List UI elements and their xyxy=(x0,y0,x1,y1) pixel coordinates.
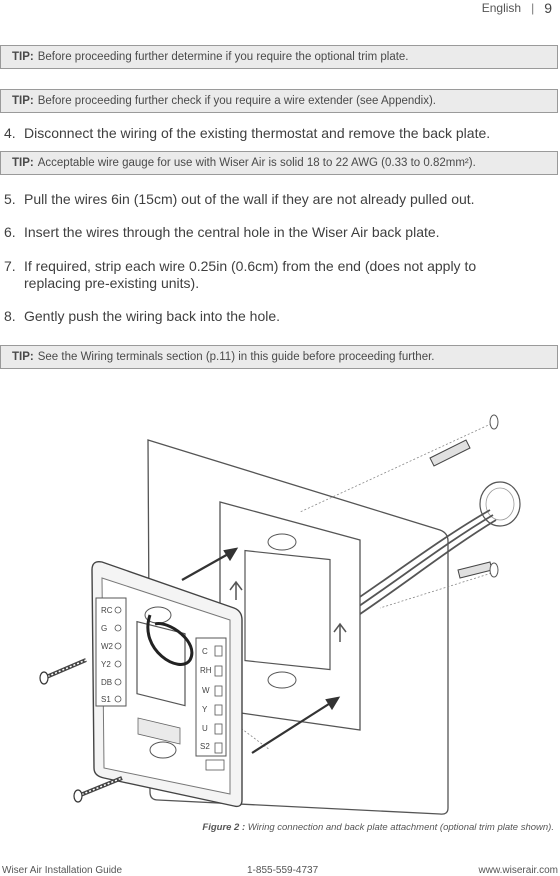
footer-guide-title: Wiser Air Installation Guide xyxy=(2,865,123,876)
step-number: 5. xyxy=(4,191,16,207)
terminal-label: U xyxy=(202,724,208,733)
terminal-label: DB xyxy=(101,678,113,687)
figure-caption xyxy=(202,822,554,833)
step-text: Gently push the wiring back into the hole. xyxy=(24,308,281,324)
language-label: English xyxy=(481,1,522,15)
step-text: Pull the wires 6in (15cm) out of the wall if they are not already pulled out. xyxy=(24,191,475,207)
tip-box-wire-gauge xyxy=(0,151,558,175)
footer-phone: 1-855-559-4737 xyxy=(247,865,319,876)
tip-label: TIP: xyxy=(12,157,34,169)
terminal-label: RH xyxy=(200,666,212,675)
terminal-label: Y xyxy=(202,705,208,714)
step-7 xyxy=(4,258,524,292)
step-number: 6. xyxy=(4,224,16,240)
step-text: Disconnect the wiring of the existing thermostat and remove the back plate. xyxy=(24,125,491,141)
tip-label: TIP: xyxy=(12,95,34,107)
terminal-label: S1 xyxy=(101,695,111,704)
tip-box-trim-plate xyxy=(0,45,558,69)
figure-caption-text: Wiring connection and back plate attachment (optional trim plate shown). xyxy=(247,822,554,833)
tip-box-wire-extender xyxy=(0,89,558,113)
terminal-label: S2 xyxy=(200,742,210,751)
step-text: If required, strip each wire 0.25in (0.6cm) from the end (does not apply to replacing pre-existing units). xyxy=(24,258,477,291)
page-header xyxy=(482,0,552,16)
step-number: 7. xyxy=(4,258,16,274)
terminal-label: C xyxy=(202,647,208,656)
terminal-label: W xyxy=(202,686,210,695)
wiring-backplate-illustration xyxy=(30,410,530,815)
step-5 xyxy=(4,191,524,208)
footer-website: www.wiserair.com xyxy=(478,865,558,876)
terminal-label: RC xyxy=(101,606,113,615)
terminal-strip-right xyxy=(196,638,226,770)
tip-label: TIP: xyxy=(12,351,34,363)
step-6 xyxy=(4,224,524,241)
tip-text: See the Wiring terminals section (p.11) in this guide before proceeding further. xyxy=(37,351,435,363)
tip-text: Before proceeding further check if you require a wire extender (see Appendix). xyxy=(37,95,436,107)
tip-text: Acceptable wire gauge for use with Wiser Air is solid 18 to 22 AWG (0.33 to 0.82mm²). xyxy=(37,157,476,169)
step-8 xyxy=(4,308,524,325)
terminal-label: Y2 xyxy=(101,660,111,669)
terminal-label: W2 xyxy=(101,642,113,651)
step-4 xyxy=(4,125,524,142)
step-text: Insert the wires through the central hole in the Wiser Air back plate. xyxy=(24,224,440,240)
step-number: 4. xyxy=(4,125,16,141)
step-number: 8. xyxy=(4,308,16,324)
page-number: 9 xyxy=(544,0,552,16)
tip-text: Before proceeding further determine if you require the optional trim plate. xyxy=(37,51,409,63)
terminal-strip-left xyxy=(96,598,126,706)
tip-box-wiring-terminals xyxy=(0,345,558,369)
header-separator: | xyxy=(531,1,535,15)
figure-caption-label: Figure 2 : xyxy=(202,822,246,833)
tip-label: TIP: xyxy=(12,51,34,63)
terminal-label: G xyxy=(101,624,108,633)
